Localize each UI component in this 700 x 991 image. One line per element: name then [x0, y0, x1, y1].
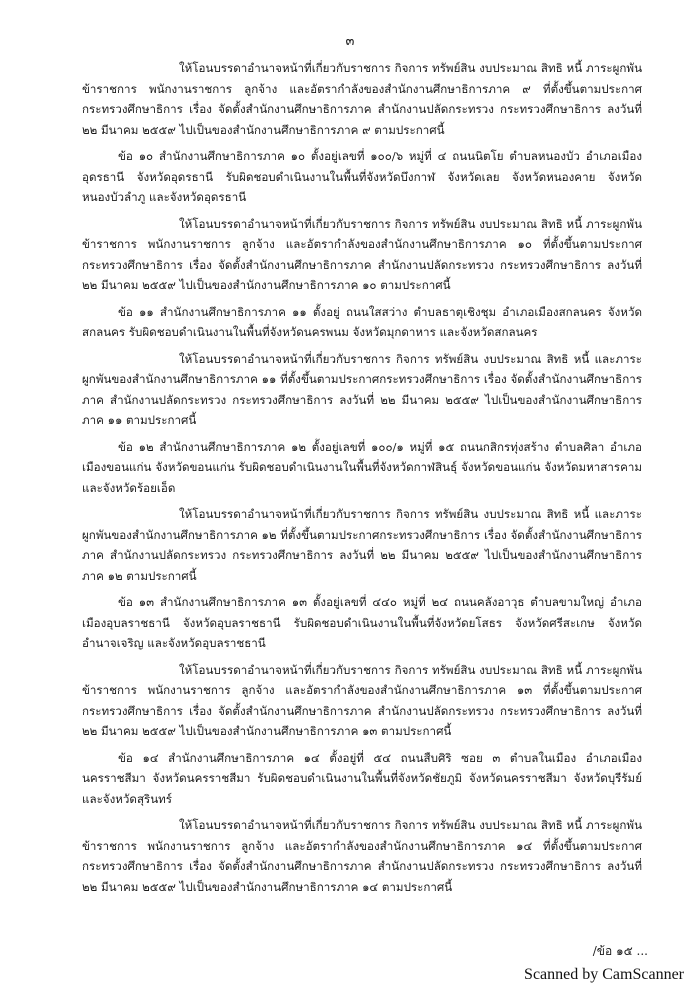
transfer-paragraph-region-10: ให้โอนบรรดาอำนาจหน้าที่เกี่ยวกับราชการ กิจการ ทรัพย์สิน งบประมาณ สิทธิ หนี้ ภาระผูกพัน ข้าราชการ พนักงานราชการ ลูกจ้าง และอัตรากำลังของสำนักงานศึกษาธิการภาค ๑๐ ที่ตั้งขึ้นตามประกาศกระทรวงศึกษาธิการ เรื่อง จัดตั้งสำนักงานศึกษาธิการภาค สำนักงานปลัดกระทรวง กระทรวงศึกษาธิการ ลงวันที่ ๒๒ มีนาคม ๒๕๕๙ ไปเป็นของสำนักงานศึกษาธิการภาค ๑๐ ตามประกาศนี้ [82, 216, 642, 292]
clause-11: ข้อ ๑๑ สำนักงานศึกษาธิการภาค ๑๑ ตั้งอยู่ ถนนใสสว่าง ตำบลธาตุเชิงชุม อำเภอเมืองสกลนคร จังหวัดสกลนคร รับผิดชอบดำเนินงานในพื้นที่จังหวัดนครพนม จังหวัดมุกดาหาร และจังหวัดสกลนคร [82, 304, 642, 339]
document-body [82, 58, 642, 903]
transfer-paragraph-region-11: ให้โอนบรรดาอำนาจหน้าที่เกี่ยวกับราชการ กิจการ ทรัพย์สิน งบประมาณ สิทธิ หนี้ และภาระผูกพันของสำนักงานศึกษาธิการภาค ๑๑ ที่ตั้งขึ้นตามประกาศกระทรวงศึกษาธิการ เรื่อง จัดตั้งสำนักงานศึกษาธิการภาค สำนักงานปลัดกระทรวง กระทรวงศึกษาธิการ ลงวันที่ ๒๒ มีนาคม ๒๕๕๙ ไปเป็นของสำนักงานศึกษาธิการภาค ๑๑ ตามประกาศนี้ [82, 351, 642, 427]
transfer-paragraph-region-12: ให้โอนบรรดาอำนาจหน้าที่เกี่ยวกับราชการ กิจการ ทรัพย์สิน งบประมาณ สิทธิ หนี้ และภาระผูกพันของสำนักงานศึกษาธิการภาค ๑๒ ที่ตั้งขึ้นตามประกาศกระทรวงศึกษาธิการ เรื่อง จัดตั้งสำนักงานศึกษาธิการภาค สำนักงานปลัดกระทรวง กระทรวงศึกษาธิการ ลงวันที่ ๒๒ มีนาคม ๒๕๕๙ ไปเป็นของสำนักงานศึกษาธิการภาค ๑๒ ตามประกาศนี้ [82, 507, 642, 583]
page-number: ๓ [345, 34, 355, 49]
clause-12: ข้อ ๑๒ สำนักงานศึกษาธิการภาค ๑๒ ตั้งอยู่เลขที่ ๑๐๐/๑ หมู่ที่ ๑๕ ถนนกสิกรทุ่งสร้าง ตำบลศิลา อำเภอเมืองขอนแก่น จังหวัดขอนแก่น รับผิดชอบดำเนินงานในพื้นที่จังหวัดกาฬสินธุ์ จังหวัดขอนแก่น จังหวัดมหาสารคาม และจังหวัดร้อยเอ็ด [82, 439, 642, 495]
scanner-watermark: Scanned by CamScanner [524, 966, 684, 983]
next-page-marker: /ข้อ ๑๕ ... [592, 944, 648, 958]
clause-10: ข้อ ๑๐ สำนักงานศึกษาธิการภาค ๑๐ ตั้งอยู่เลขที่ ๑๐๐/๖ หมู่ที่ ๔ ถนนนิตโย ตำบลหนองบัว อำเภอเมืองอุดรธานี จังหวัดอุดรธานี รับผิดชอบดำเนินงานในพื้นที่จังหวัดบึงกาฬ จังหวัดเลย จังหวัดหนองคาย จังหวัดหนองบัวลำภู และจังหวัดอุดรธานี [82, 149, 642, 204]
transfer-paragraph-region-14: ให้โอนบรรดาอำนาจหน้าที่เกี่ยวกับราชการ กิจการ ทรัพย์สิน งบประมาณ สิทธิ หนี้ ภาระผูกพัน ข้าราชการ พนักงานราชการ ลูกจ้าง และอัตรากำลังของสำนักงานศึกษาธิการภาค ๑๔ ที่ตั้งขึ้นตามประกาศกระทรวงศึกษาธิการ เรื่อง จัดตั้งสำนักงานศึกษาธิการภาค สำนักงานปลัดกระทรวง กระทรวงศึกษาธิการ ลงวันที่ ๒๒ มีนาคม ๒๕๕๙ ไปเป็นของสำนักงานศึกษาธิการภาค ๑๔ ตามประกาศนี้ [82, 818, 642, 894]
transfer-paragraph-region-9: ให้โอนบรรดาอำนาจหน้าที่เกี่ยวกับราชการ กิจการ ทรัพย์สิน งบประมาณ สิทธิ หนี้ ภาระผูกพัน ข้าราชการ พนักงานราชการ ลูกจ้าง และอัตรากำลังของสำนักงานศึกษาธิการภาค ๙ ที่ตั้งขึ้นตามประกาศกระทรวงศึกษาธิการ เรื่อง จัดตั้งสำนักงานศึกษาธิการภาค สำนักงานปลัดกระทรวง กระทรวงศึกษาธิการ ลงวันที่ ๒๒ มีนาคม ๒๕๕๙ ไปเป็นของสำนักงานศึกษาธิการภาค ๙ ตามประกาศนี้ [82, 61, 642, 137]
clause-14: ข้อ ๑๔ สำนักงานศึกษาธิการภาค ๑๔ ตั้งอยู่ที่ ๕๔ ถนนสืบศิริ ซอย ๓ ตำบลในเมือง อำเภอเมืองนครราชสีมา จังหวัดนครราชสีมา รับผิดชอบดำเนินงานในพื้นที่จังหวัดชัยภูมิ จังหวัดนครราชสีมา จังหวัดบุรีรัมย์ และจังหวัดสุรินทร์ [82, 750, 642, 806]
clause-13: ข้อ ๑๓ สำนักงานศึกษาธิการภาค ๑๓ ตั้งอยู่เลขที่ ๔๔๐ หมู่ที่ ๒๔ ถนนคลังอาวุธ ตำบลขามใหญ่ อำเภอเมืองอุบลราชธานี จังหวัดอุบลราชธานี รับผิดชอบดำเนินงานในพื้นที่จังหวัดยโสธร จังหวัดศรีสะเกษ จังหวัดอำนาจเจริญ และจังหวัดอุบลราชธานี [82, 595, 642, 650]
transfer-paragraph-region-13: ให้โอนบรรดาอำนาจหน้าที่เกี่ยวกับราชการ กิจการ ทรัพย์สิน งบประมาณ สิทธิ หนี้ ภาระผูกพัน ข้าราชการ พนักงานราชการ ลูกจ้าง และอัตรากำลังของสำนักงานศึกษาธิการภาค ๑๓ ที่ตั้งขึ้นตามประกาศกระทรวงศึกษาธิการ เรื่อง จัดตั้งสำนักงานศึกษาธิการภาค สำนักงานปลัดกระทรวง กระทรวงศึกษาธิการ ลงวันที่ ๒๒ มีนาคม ๒๕๕๙ ไปเป็นของสำนักงานศึกษาธิการภาค ๑๓ ตามประกาศนี้ [82, 662, 642, 738]
